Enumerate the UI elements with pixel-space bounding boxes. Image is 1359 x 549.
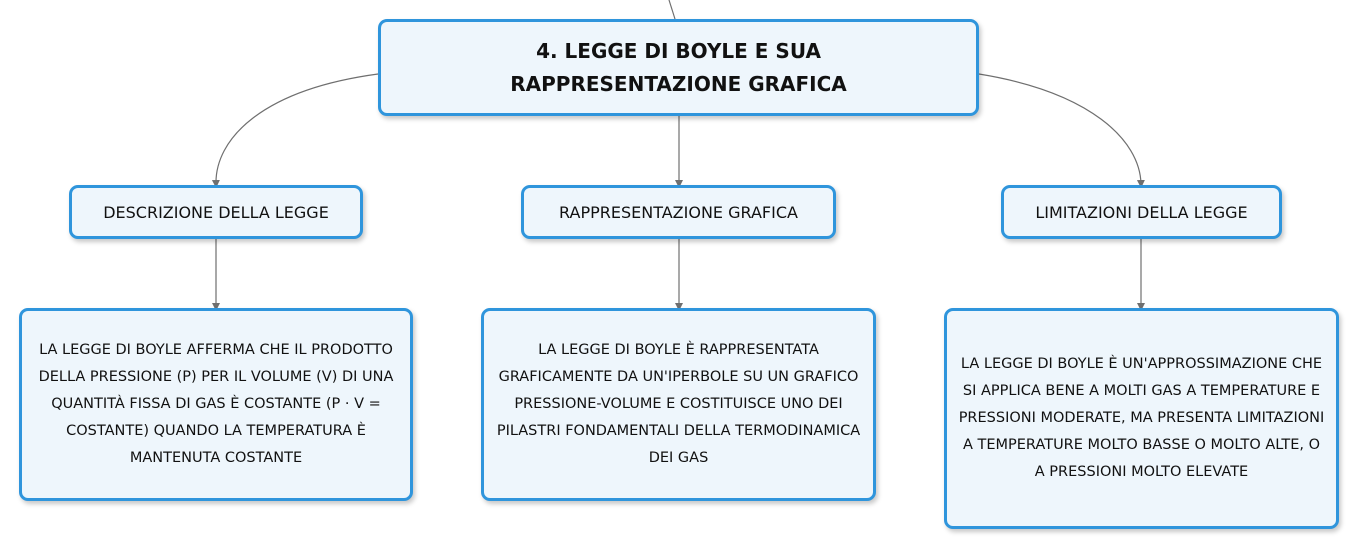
branch-node-description[interactable] bbox=[69, 185, 363, 239]
branch-label-description: DESCRIZIONE DELLA LEGGE bbox=[103, 202, 329, 222]
detail-node-limitations[interactable] bbox=[944, 308, 1339, 529]
branch-node-graphic-representation[interactable] bbox=[521, 185, 836, 239]
detail-node-description[interactable] bbox=[19, 308, 413, 501]
branch-node-limitations[interactable] bbox=[1001, 185, 1282, 239]
branch-label-limitations: LIMITAZIONI DELLA LEGGE bbox=[1035, 202, 1248, 222]
detail-text-description: LA LEGGE DI BOYLE AFFERMA CHE IL PRODOTTO DELLA PRESSIONE (P) PER IL VOLUME (V) DI UNA QUANTITÀ FISSA DI GAS È COSTANTE (P · V = COSTANTE) QUANDO LA TEMPERATURA È MANTENUTA COSTANTE bbox=[38, 342, 394, 466]
detail-node-graphic-representation[interactable] bbox=[481, 308, 876, 501]
detail-text-limitations: LA LEGGE DI BOYLE È UN'APPROSSIMAZIONE CHE SI APPLICA BENE A MOLTI GAS A TEMPERATURE E PRESSIONI MODERATE, MA PRESENTA LIMITAZIONI A TEMPERATURE MOLTO BASSE O MOLTO ALTE, O A PRESSIONI MOLTO ELEVATE bbox=[958, 356, 1325, 480]
connector-root-to-limitations bbox=[979, 74, 1141, 184]
branch-label-graphic-representation: RAPPRESENTAZIONE GRAFICA bbox=[559, 202, 798, 222]
root-topic-node[interactable] bbox=[378, 19, 979, 116]
connector-from-parent bbox=[669, 0, 675, 19]
detail-text-graphic-representation: LA LEGGE DI BOYLE È RAPPRESENTATA GRAFICAMENTE DA UN'IPERBOLE SU UN GRAFICO PRESSIONE-VOLUME E COSTITUISCE UNO DEI PILASTRI FONDAMENTALI DELLA TERMODINAMICA DEI GAS bbox=[496, 342, 861, 466]
connector-root-to-description bbox=[216, 74, 378, 184]
root-topic-title: 4. LEGGE DI BOYLE E SUA RAPPRESENTAZIONE GRAFICA bbox=[510, 38, 847, 96]
